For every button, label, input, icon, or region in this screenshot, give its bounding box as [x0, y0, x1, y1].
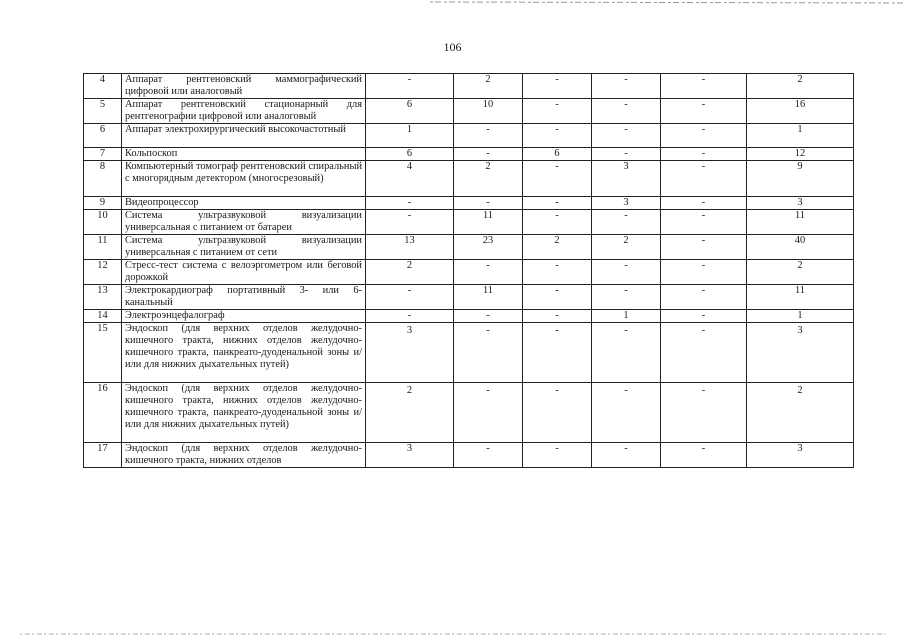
- row-number: 13: [84, 285, 122, 310]
- row-number: 12: [84, 260, 122, 285]
- equipment-name: Аппарат рентгеновский маммографический цифровой или аналоговый: [122, 74, 366, 99]
- row-number: 7: [84, 148, 122, 161]
- row-number: 17: [84, 443, 122, 468]
- equipment-name: Стресс-тест система с велоэргометром или беговой дорожкой: [122, 260, 366, 285]
- equipment-name: Видеопроцессор: [122, 197, 366, 210]
- value-cell: 3: [366, 443, 454, 468]
- equipment-name: Электрокардиограф портативный 3- или 6-канальный: [122, 285, 366, 310]
- table-row: [84, 235, 854, 260]
- row-number: 6: [84, 124, 122, 148]
- value-cell: -: [523, 161, 592, 197]
- table-row: [84, 310, 854, 323]
- total-cell: 2: [747, 74, 854, 99]
- value-cell: 3: [592, 161, 661, 197]
- value-cell: -: [523, 260, 592, 285]
- value-cell: -: [523, 323, 592, 383]
- value-cell: -: [592, 74, 661, 99]
- equipment-name: Аппарат электрохирургический высокочастотный: [122, 124, 366, 148]
- value-cell: -: [454, 443, 523, 468]
- value-cell: 23: [454, 235, 523, 260]
- row-number: 15: [84, 323, 122, 383]
- value-cell: -: [592, 323, 661, 383]
- table-row: [84, 260, 854, 285]
- value-cell: -: [661, 124, 747, 148]
- value-cell: -: [454, 197, 523, 210]
- value-cell: -: [454, 383, 523, 443]
- table-row: [84, 383, 854, 443]
- total-cell: 12: [747, 148, 854, 161]
- table-row: [84, 323, 854, 383]
- value-cell: 6: [366, 148, 454, 161]
- value-cell: 1: [592, 310, 661, 323]
- value-cell: 2: [454, 74, 523, 99]
- value-cell: -: [661, 161, 747, 197]
- value-cell: -: [454, 124, 523, 148]
- row-number: 14: [84, 310, 122, 323]
- value-cell: -: [661, 99, 747, 124]
- total-cell: 40: [747, 235, 854, 260]
- equipment-name: Эндоскоп (для верхних отделов желудочно-кишечного тракта, нижних отделов желудочно-кишечного тракта, панкреато-дуоденальной зоны и/или для нижних дыхательных путей): [122, 383, 366, 443]
- value-cell: -: [523, 210, 592, 235]
- equipment-name: Система ультразвуковой визуализации универсальная с питанием от сети: [122, 235, 366, 260]
- value-cell: -: [523, 124, 592, 148]
- value-cell: -: [661, 197, 747, 210]
- value-cell: -: [366, 310, 454, 323]
- total-cell: 2: [747, 260, 854, 285]
- total-cell: 11: [747, 285, 854, 310]
- value-cell: -: [366, 197, 454, 210]
- row-number: 5: [84, 99, 122, 124]
- value-cell: 2: [366, 260, 454, 285]
- row-number: 9: [84, 197, 122, 210]
- value-cell: -: [661, 235, 747, 260]
- value-cell: -: [454, 323, 523, 383]
- value-cell: -: [454, 260, 523, 285]
- page-number: 106: [443, 40, 462, 54]
- scan-noise-top: [430, 0, 905, 7]
- value-cell: -: [592, 443, 661, 468]
- value-cell: 3: [366, 323, 454, 383]
- value-cell: -: [661, 323, 747, 383]
- total-cell: 1: [747, 124, 854, 148]
- value-cell: 1: [366, 124, 454, 148]
- value-cell: -: [366, 210, 454, 235]
- value-cell: -: [592, 99, 661, 124]
- value-cell: -: [454, 148, 523, 161]
- value-cell: -: [366, 74, 454, 99]
- equipment-table: [83, 73, 854, 468]
- value-cell: 4: [366, 161, 454, 197]
- value-cell: -: [592, 148, 661, 161]
- equipment-name: Система ультразвуковой визуализации универсальная с питанием от батареи: [122, 210, 366, 235]
- table-row: [84, 161, 854, 197]
- total-cell: 1: [747, 310, 854, 323]
- value-cell: 11: [454, 285, 523, 310]
- table-row: [84, 124, 854, 148]
- total-cell: 16: [747, 99, 854, 124]
- value-cell: -: [523, 285, 592, 310]
- row-number: 8: [84, 161, 122, 197]
- total-cell: 3: [747, 197, 854, 210]
- total-cell: 2: [747, 383, 854, 443]
- value-cell: -: [661, 310, 747, 323]
- value-cell: 11: [454, 210, 523, 235]
- value-cell: 2: [454, 161, 523, 197]
- value-cell: -: [523, 74, 592, 99]
- value-cell: -: [523, 383, 592, 443]
- value-cell: 6: [366, 99, 454, 124]
- value-cell: 2: [592, 235, 661, 260]
- value-cell: -: [661, 443, 747, 468]
- value-cell: 3: [592, 197, 661, 210]
- table-row: [84, 197, 854, 210]
- value-cell: -: [661, 260, 747, 285]
- value-cell: -: [592, 285, 661, 310]
- table-row: [84, 74, 854, 99]
- value-cell: 2: [523, 235, 592, 260]
- value-cell: -: [592, 210, 661, 235]
- equipment-name: Кольпоскоп: [122, 148, 366, 161]
- table-row: [84, 210, 854, 235]
- value-cell: 6: [523, 148, 592, 161]
- row-number: 4: [84, 74, 122, 99]
- value-cell: -: [366, 285, 454, 310]
- equipment-name: Эндоскоп (для верхних отделов желудочно-кишечного тракта, нижних отделов: [122, 443, 366, 468]
- row-number: 16: [84, 383, 122, 443]
- value-cell: -: [661, 210, 747, 235]
- equipment-name: Эндоскоп (для верхних отделов желудочно-кишечного тракта, нижних отделов желудочно-кишечного тракта, панкреато-дуоденальной зоны и/или для нижних дыхательных путей): [122, 323, 366, 383]
- value-cell: -: [523, 197, 592, 210]
- value-cell: -: [454, 310, 523, 323]
- value-cell: -: [523, 310, 592, 323]
- scan-noise-bottom: [20, 632, 885, 636]
- total-cell: 3: [747, 323, 854, 383]
- value-cell: 10: [454, 99, 523, 124]
- equipment-name: Аппарат рентгеновский стационарный для рентгенографии цифровой или аналоговый: [122, 99, 366, 124]
- table-row: [84, 148, 854, 161]
- table-row: [84, 99, 854, 124]
- row-number: 10: [84, 210, 122, 235]
- value-cell: -: [661, 74, 747, 99]
- table-row: [84, 443, 854, 468]
- value-cell: -: [661, 383, 747, 443]
- value-cell: -: [661, 148, 747, 161]
- value-cell: -: [592, 124, 661, 148]
- value-cell: -: [523, 99, 592, 124]
- value-cell: 2: [366, 383, 454, 443]
- total-cell: 3: [747, 443, 854, 468]
- value-cell: -: [661, 285, 747, 310]
- total-cell: 11: [747, 210, 854, 235]
- value-cell: -: [592, 260, 661, 285]
- total-cell: 9: [747, 161, 854, 197]
- value-cell: -: [523, 443, 592, 468]
- equipment-name: Компьютерный томограф рентгеновский спиральный с многорядным детектором (многосрезовый): [122, 161, 366, 197]
- table-row: [84, 285, 854, 310]
- value-cell: -: [592, 383, 661, 443]
- value-cell: 13: [366, 235, 454, 260]
- equipment-name: Электроэнцефалограф: [122, 310, 366, 323]
- row-number: 11: [84, 235, 122, 260]
